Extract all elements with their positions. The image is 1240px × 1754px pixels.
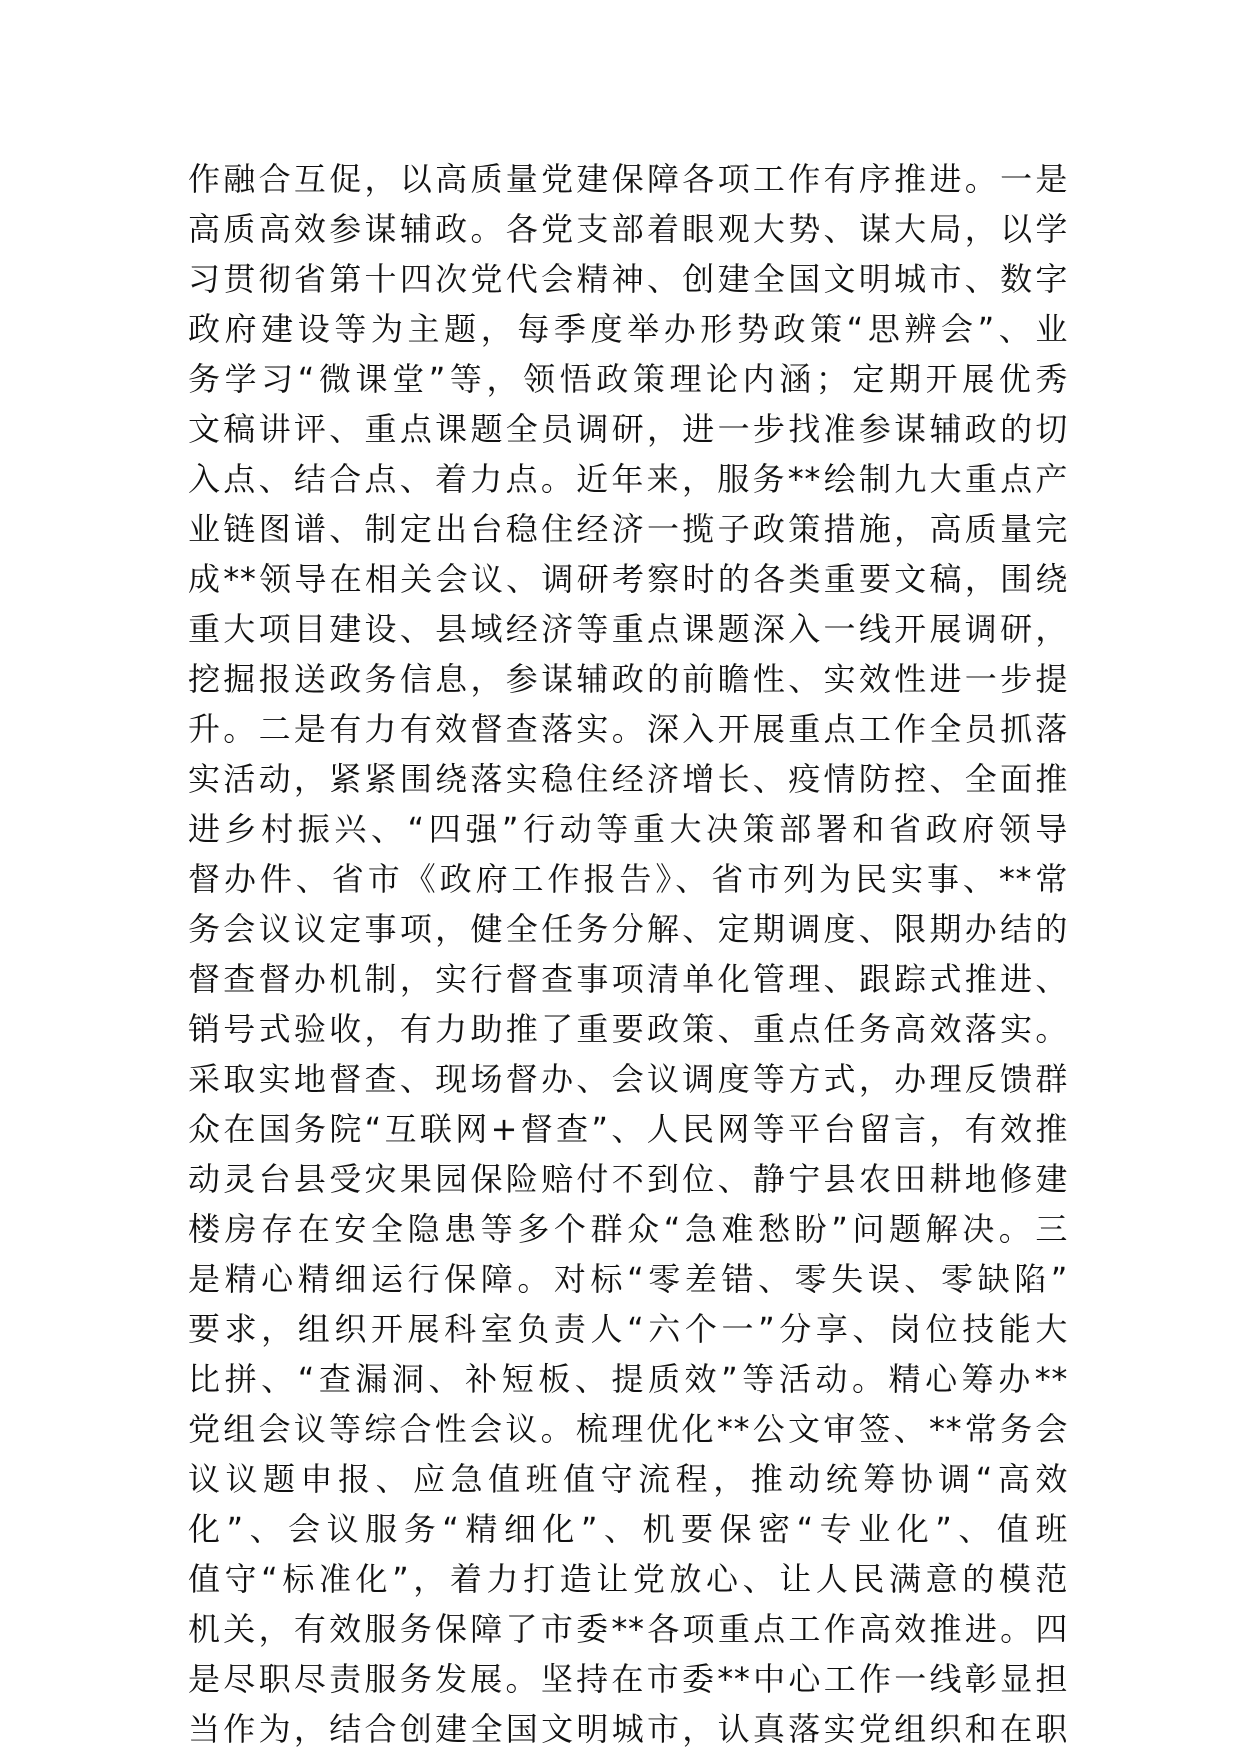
text-line: 挖掘报送政务信息，参谋辅政的前瞻性、实效性进一步提 <box>188 660 1068 698</box>
text-line: 成**领导在相关会议、调研考察时的各类重要文稿，围绕 <box>188 560 1068 598</box>
text-line: 比拼、“查漏洞、补短板、提质效”等活动。精心筹办** <box>188 1360 1068 1398</box>
text-line: 督办件、省市《政府工作报告》、省市列为民实事、**常 <box>188 860 1068 898</box>
text-line: 进乡村振兴、“四强”行动等重大决策部署和省政府领导 <box>188 810 1068 848</box>
text-line: 是精心精细运行保障。对标“零差错、零失误、零缺陷” <box>188 1260 1068 1298</box>
text-line: 督查督办机制，实行督查事项清单化管理、跟踪式推进、 <box>188 960 1068 998</box>
body-paragraph <box>188 154 1068 1754</box>
text-line: 务会议议定事项，健全任务分解、定期调度、限期办结的 <box>188 910 1068 948</box>
text-line: 升。二是有力有效督查落实。深入开展重点工作全员抓落 <box>188 710 1068 748</box>
text-line: 当作为，结合创建全国文明城市，认真落实党组织和在职 <box>188 1710 1068 1748</box>
text-line: 值守“标准化”，着力打造让党放心、让人民满意的模范 <box>188 1560 1068 1598</box>
text-line: 采取实地督查、现场督办、会议调度等方式，办理反馈群 <box>188 1060 1068 1098</box>
text-line: 政府建设等为主题，每季度举办形势政策“思辨会”、业 <box>188 310 1068 348</box>
text-line: 众在国务院“互联网+督查”、人民网等平台留言，有效推 <box>188 1110 1068 1148</box>
text-line: 机关，有效服务保障了市委**各项重点工作高效推进。四 <box>188 1610 1068 1648</box>
text-line: 务学习“微课堂”等，领悟政策理论内涵；定期开展优秀 <box>188 360 1068 398</box>
text-line: 要求，组织开展科室负责人“六个一”分享、岗位技能大 <box>188 1310 1068 1348</box>
text-line: 习贯彻省第十四次党代会精神、创建全国文明城市、数字 <box>188 260 1068 298</box>
text-line: 销号式验收，有力助推了重要政策、重点任务高效落实。 <box>188 1010 1068 1048</box>
text-line: 作融合互促，以高质量党建保障各项工作有序推进。一是 <box>188 160 1068 198</box>
text-line: 重大项目建设、县域经济等重点课题深入一线开展调研， <box>188 610 1068 648</box>
text-line: 文稿讲评、重点课题全员调研，进一步找准参谋辅政的切 <box>188 410 1068 448</box>
text-line: 是尽职尽责服务发展。坚持在市委**中心工作一线彰显担 <box>188 1660 1068 1698</box>
text-line: 党组会议等综合性会议。梳理优化**公文审签、**常务会 <box>188 1410 1068 1448</box>
text-line: 议议题申报、应急值班值守流程，推动统筹协调“高效 <box>188 1460 1068 1498</box>
text-line: 动灵台县受灾果园保险赔付不到位、静宁县农田耕地修建 <box>188 1160 1068 1198</box>
text-line: 高质高效参谋辅政。各党支部着眼观大势、谋大局，以学 <box>188 210 1068 248</box>
text-line: 实活动，紧紧围绕落实稳住经济增长、疫情防控、全面推 <box>188 760 1068 798</box>
text-line: 化”、会议服务“精细化”、机要保密“专业化”、值班 <box>188 1510 1068 1548</box>
text-line: 楼房存在安全隐患等多个群众“急难愁盼”问题解决。三 <box>188 1210 1068 1248</box>
text-line: 业链图谱、制定出台稳住经济一揽子政策措施，高质量完 <box>188 510 1068 548</box>
text-line: 入点、结合点、着力点。近年来，服务**绘制九大重点产 <box>188 460 1068 498</box>
